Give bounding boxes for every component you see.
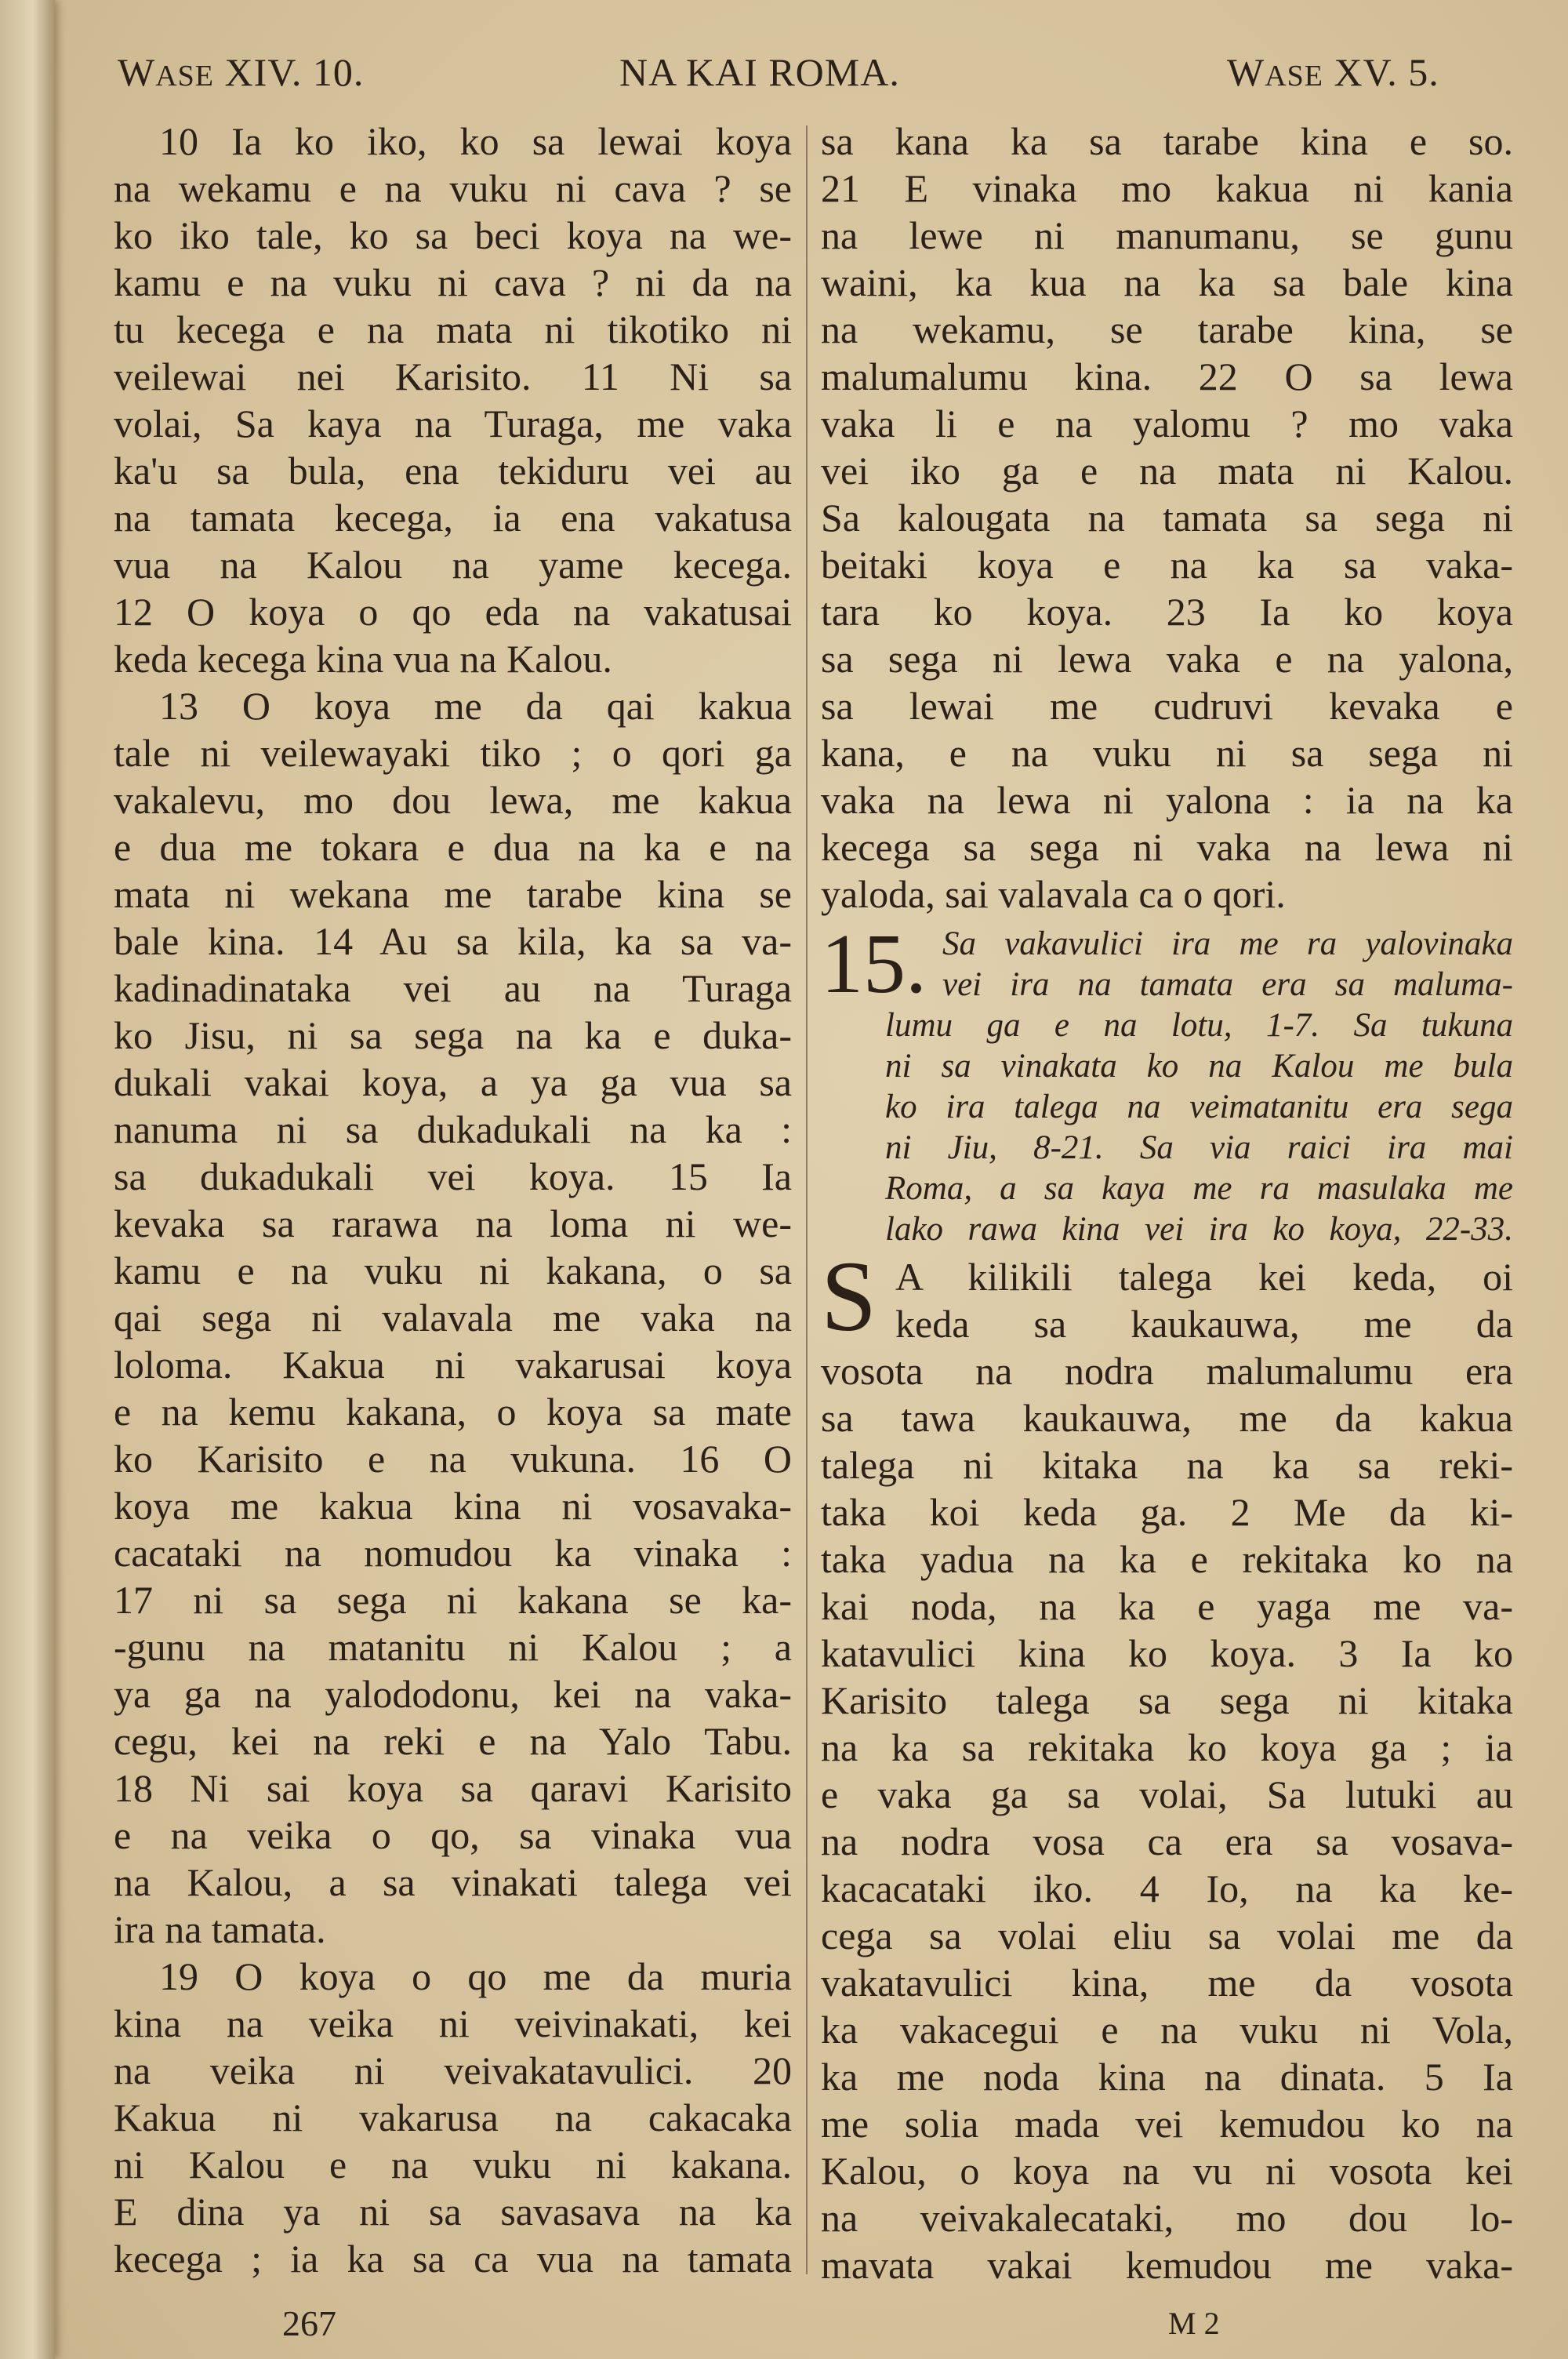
chapter-body-lines (821, 1241, 1513, 2288)
running-head-left (118, 49, 364, 100)
text-line: na veivakalecataki, mo dou lo- (821, 2196, 1513, 2240)
text-line: e dua me tokara e dua na ka e na (114, 825, 792, 869)
text-line: -gunu na matanitu ni Kalou ; a (114, 1625, 792, 1669)
text-line: vaka li e na yalomu ? mo vaka (821, 402, 1513, 445)
text-line: Kakua ni vakarusa na cakacaka (114, 2095, 792, 2139)
text-line: vua na Kalou na yame kecega. (114, 543, 792, 587)
text-line: keda kecega kina vua na Kalou. (114, 637, 612, 681)
text-line: ko Jisu, ni sa sega na ka e duka- (114, 1013, 792, 1057)
text-line: ka'u sa bula, ena tekiduru vei au (114, 449, 792, 493)
head-right-initial: W (1227, 50, 1265, 94)
text-line: na Kalou, a sa vinakati talega vei (114, 1860, 792, 1904)
text-line: cacataki na nomudou ka vinaka : (114, 1531, 792, 1575)
text-line: ira na tamata. (114, 1907, 326, 1951)
right-column (821, 118, 1513, 2288)
text-line: kamu e na vuku ni kakana, o sa (114, 1249, 792, 1292)
text-line: talega ni kitaka na ka sa reki- (821, 1443, 1513, 1487)
text-line: sa tawa kaukauwa, me da kakua (821, 1396, 1513, 1440)
text-line: na lewe ni manumanu, se gunu (821, 213, 1513, 257)
text-line: E dina ya ni sa savasava na ka (114, 2190, 792, 2234)
text-line: 12 O koya o qo eda na vakatusai (114, 590, 792, 634)
text-line: tu kecega e na mata ni tikotiko ni (114, 307, 792, 351)
text-line: malumalumu kina. 22 O sa lewa (821, 354, 1513, 398)
drop-cap: S (821, 1241, 877, 1352)
head-left-initial: W (118, 50, 156, 94)
text-line: katavulici kina ko koya. 3 Ia ko (821, 1631, 1513, 1675)
text-line: nanuma ni sa dukadukali na ka : (114, 1107, 792, 1151)
summary-line: ni Jiu, 8-21. Sa via raici ira mai (885, 1129, 1513, 1166)
previous-page-edge (0, 0, 55, 2359)
text-line: e na veika o qo, sa vinaka vua (114, 1813, 792, 1857)
text-line: tale ni veilewayaki tiko ; o qori ga (114, 731, 792, 775)
right-column-text (821, 118, 1513, 918)
text-line: ka me noda kina na dinata. 5 Ia (821, 2055, 1513, 2099)
running-head-title: NA KAI ROMA. (619, 50, 900, 94)
text-line: kevaka sa rarawa na loma ni we- (114, 1201, 792, 1245)
head-left-smallcaps: ASE (155, 60, 214, 93)
text-line: koya me kakua kina ni vosavaka- (114, 1484, 792, 1528)
text-line: mavata vakai kemudou me vaka- (821, 2243, 1513, 2287)
text-line: Sa kalougata na tamata sa sega ni (821, 496, 1513, 540)
text-line: qai sega ni valavala me vaka na (114, 1296, 792, 1339)
text-line: tara ko koya. 23 Ia ko koya (821, 590, 1513, 634)
text-line: na veika ni veivakatavulici. 20 (114, 2048, 792, 2092)
text-line: me solia mada vei kemudou ko na (821, 2102, 1513, 2146)
text-line: taka yadua na ka e rekitaka ko na (821, 1537, 1513, 1581)
text-line: na wekamu e na vuku ni cava ? se (114, 166, 792, 210)
text-line: sa dukadukali vei koya. 15 Ia (114, 1154, 792, 1198)
text-line: ni Kalou e na vuku ni kakana. (114, 2143, 792, 2186)
text-line: kina na veika ni veivinakati, kei (114, 2001, 792, 2045)
text-line: Karisito talega sa sega ni kitaka (821, 1678, 1513, 1722)
text-line: 10 Ia ko iko, ko sa lewai koya (159, 119, 792, 163)
text-line: ya ga na yalododonu, kei na vaka- (114, 1672, 792, 1716)
summary-line: lumu ga e na lotu, 1-7. Sa tukuna (885, 1007, 1513, 1044)
text-line: 18 Ni sai koya sa qaravi Karisito (114, 1766, 792, 1810)
text-line: ko iko tale, ko sa beci koya na we- (114, 213, 792, 257)
text-line: e na kemu kakana, o koya sa mate (114, 1390, 792, 1434)
summary-line: ko ira talega na veimatanitu era sega (885, 1089, 1513, 1125)
column-rule (806, 125, 808, 2274)
head-left-ref: XIV. 10. (214, 50, 365, 94)
text-line: mata ni wekana me tarabe kina se (114, 872, 792, 916)
head-right-smallcaps: ASE (1265, 60, 1323, 93)
text-line: ka vakacegui e na vuku ni Vola, (821, 2008, 1513, 2052)
text-line: kacacataki iko. 4 Io, na ka ke- (821, 1866, 1513, 1910)
text-line: cegu, kei na reki e na Yalo Tabu. (114, 1719, 792, 1763)
text-line: 13 O koya me da qai kakua (159, 684, 792, 728)
text-line: na ka sa rekitaka ko koya ga ; ia (821, 1725, 1513, 1769)
text-line: kana, e na vuku ni sa sega ni (821, 731, 1513, 775)
text-line: keda sa kaukauwa, me da (895, 1302, 1513, 1346)
text-line: vakalevu, mo dou lewa, me kakua (114, 778, 792, 822)
text-line: sa lewai me cudruvi kevaka e (821, 684, 1513, 728)
chapter-summary (821, 918, 1513, 1253)
text-line: na wekamu, se tarabe kina, se (821, 307, 1513, 351)
text-line: vaka na lewa ni yalona : ia na ka (821, 778, 1513, 822)
text-line: cega sa volai eliu sa volai me da (821, 1914, 1513, 1957)
running-head-right (1227, 49, 1439, 100)
text-line: kamu e na vuku ni cava ? ni da na (114, 260, 792, 304)
head-right-ref: XV. 5. (1323, 50, 1439, 94)
text-line: dukali vakai koya, a ya ga vua sa (114, 1060, 792, 1104)
text-line: vei iko ga e na mata ni Kalou. (821, 449, 1513, 493)
text-line: 17 ni sa sega ni kakana se ka- (114, 1578, 792, 1622)
summary-line: Roma, a sa kaya me ra masulaka me (885, 1170, 1513, 1207)
text-line: volai, Sa kaya na Turaga, me vaka (114, 402, 792, 445)
text-line: 19 O koya o qo me da muria (159, 1954, 792, 1998)
text-line: kecega sa sega ni vaka na lewa ni (821, 825, 1513, 869)
chapter-body (821, 1241, 1513, 2288)
text-line: loloma. Kakua ni vakarusai koya (114, 1343, 792, 1387)
text-line: ko Karisito e na vukuna. 16 O (114, 1437, 792, 1481)
text-line: kai noda, na ka e yaga me va- (821, 1584, 1513, 1628)
text-line: 21 E vinaka mo kakua ni kania (821, 166, 1513, 210)
text-line: sa sega ni lewa vaka e na yalona, (821, 637, 1513, 681)
left-column (114, 118, 792, 2282)
text-line: bale kina. 14 Au sa kila, ka sa va- (114, 919, 792, 963)
signature-mark: M 2 (1168, 2306, 1220, 2341)
text-line: na tamata kecega, ia ena vakatusa (114, 496, 792, 540)
text-line: veilewai nei Karisito. 11 Ni sa (114, 354, 792, 398)
summary-line: lako rawa kina vei ira ko koya, 22-33. (885, 1211, 1513, 1248)
text-line: A kilikili talega kei keda, oi (895, 1255, 1513, 1299)
summary-line: Sa vakavulici ira me ra yalovinaka (942, 925, 1513, 962)
chapter-number: 15. (821, 918, 927, 1011)
text-line: taka koi keda ga. 2 Me da ki- (821, 1490, 1513, 1534)
text-line: sa kana ka sa tarabe kina e so. (821, 119, 1513, 163)
text-line: vosota na nodra malumalumu era (821, 1349, 1513, 1393)
text-line: Kalou, o koya na vu ni vosota kei (821, 2149, 1513, 2193)
text-line: na nodra vosa ca era sa vosava- (821, 1819, 1513, 1863)
page-number: 267 (282, 2303, 336, 2343)
text-line: beitaki koya e na ka sa vaka- (821, 543, 1513, 587)
summary-line: vei ira na tamata era sa maluma- (942, 966, 1513, 1003)
text-line: e vaka ga sa volai, Sa lutuki au (821, 1772, 1513, 1816)
text-line: vakatavulici kina, me da vosota (821, 1961, 1513, 2005)
text-line: yaloda, sai valavala ca o qori. (821, 872, 1286, 916)
summary-line: ni sa vinakata ko na Kalou me bula (885, 1048, 1513, 1085)
text-line: waini, ka kua na ka sa bale kina (821, 260, 1513, 304)
text-line: kadinadinataka vei au na Turaga (114, 966, 792, 1010)
text-line: kecega ; ia ka sa ca vua na tamata (114, 2237, 792, 2281)
